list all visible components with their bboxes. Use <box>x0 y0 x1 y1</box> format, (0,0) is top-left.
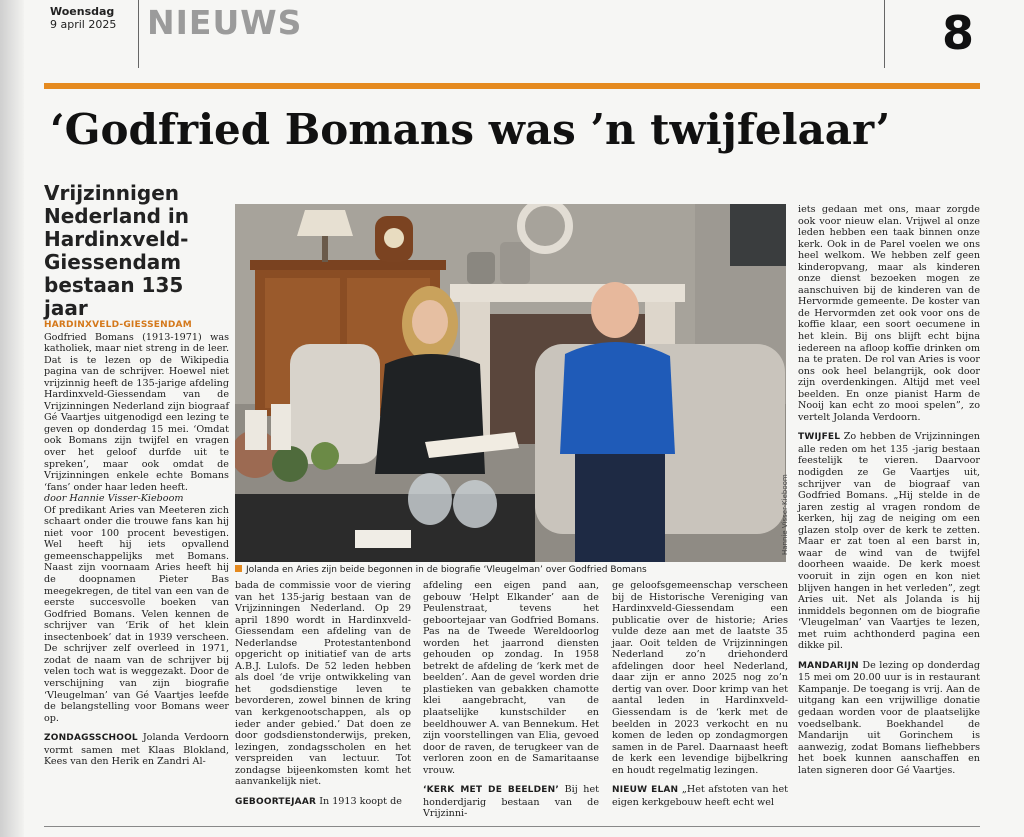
article-headline: ‘Godfried Bomans was ’n twijfelaar’ <box>50 105 891 154</box>
subheading-zondagsschool: ZONDAGSSCHOOL <box>44 733 138 744</box>
body-paragraph: GEBOORTEJAAR In 1913 koopt de <box>235 795 402 807</box>
bottom-rule <box>44 826 980 827</box>
header-date <box>50 5 116 31</box>
accent-rule <box>44 83 980 89</box>
body-paragraph: ZONDAGSSCHOOL Jolanda Verdoorn vormt samen met Klaas Blokland, Kees van den Herik en Zandri Al- <box>44 732 229 768</box>
body-paragraph: Of predikant Aries van Meeteren zich schaart onder die trouwe fans kan hij niet voor 100 procent bevestigen. Wel heeft hij iets opvallend gemeenschappelijks met Bomans. Naast zijn voornaam Aries heeft hij de doopnamen Pieter Bas meegekregen, de titel van een van de eerste succesvolle boeken van Godfried Bomans. Velen kennen de schrijver van ‘Erik of het klein insectenboek’ dat in 1939 verscheen. De schrijver zelf overleed in 1971, zodat de naam van de schrijver bij velen toch wat is weggezakt. Door de verschijning van zijn biografie ‘Vleugelman’ van Gé Vaartjes leefde de belangstelling voor Bomans weer op. <box>44 504 229 724</box>
header-day: Woensdag <box>50 5 115 18</box>
page-fold-shadow <box>0 0 24 837</box>
article-photo <box>235 204 786 562</box>
photo-illustration <box>235 204 786 562</box>
body-paragraph: afdeling een eigen pand aan, gebouw ‘Helpt Elkander’ aan de Peulenstraat, tevens het geboortejaar van Godfried Bomans. Pas na de Tweede Wereldoorlog worden het jaarrond diensten gehouden op zondag. In 1958 betrekt de afdeling de ‘kerk met de beelden’. Aan de gevel worden drie plastieken van gebakken chamotte klei aangebracht, van de plaatselijke kunstschilder en beeldhouwer A. van Bennekum. Het zijn voorstellingen van Elia, gevoed door de raven, de terugkeer van de verloren zoon en de Samaritaanse vrouw. <box>423 580 599 776</box>
article-column-3 <box>423 580 599 820</box>
body-paragraph: MANDARIJN De lezing op donderdag 15 mei om 20.00 uur is in restaurant Kampanje. De toegang is vrij. Aan de uitgang kan een vrijwillige donatie gedaan worden voor de plaatselijke voedselbank. Boekhandel de Mandarijn uit Gorinchem is aanwezig, zodat Bomans liefhebbers het boek kunnen aanschaffen en laten signeren door Gé Vaartjes. <box>798 659 980 776</box>
article-column-1 <box>44 319 229 768</box>
header-divider <box>884 0 885 68</box>
photo-credit: Hannie Visser-Kieboom <box>781 474 789 555</box>
subheading-nieuw-elan: NIEUW ELAN <box>612 785 679 796</box>
article-subhead: Vrijzinnigen Nederland in Hardinxveld-Giessendam bestaan 135 jaar <box>44 181 190 320</box>
caption-marker-icon <box>235 565 242 572</box>
body-paragraph: ge geloofsgemeenschap verscheen bij de Historische Vereniging van Hardinxveld-Giessendam een publicatie over de historie; Aries vulde deze aan met de laatste 35 jaar. Ooit telden de Vrijzinningen Nederland zo’n driehonderd afdelingen door heel Nederland, daar zijn er anno 2025 nog zo’n dertig van over. Door krimp van het aantal leden in Hardinxveld-Giessendam is de ‘kerk met de beelden in 2023 verkocht en nu komen de leden op zondagmorgen samen in de Parel. Daarnaast heeft de kerk een levendige bijbelkring en houdt regelmatig lezingen. <box>612 580 788 776</box>
header-date-text: 9 april 2025 <box>50 18 117 31</box>
subheading-geboortejaar: GEBOORTEJAAR <box>235 796 317 807</box>
photo-caption: Jolanda en Aries zijn beide begonnen in de biografie ‘Vleugelman’ over Godfried Bomans <box>235 564 786 576</box>
body-paragraph: iets gedaan met ons, maar zorgde ook voor nieuw elan. Vrijwel al onze leden hebben een taak binnen onze kerk. Ook in de Parel voelen we ons heel welkom. We hebben zelf geen kinderopvang, maar als kinderen onze dienst bezoeken mogen ze aanschuiven bij de kinderen van de Hervormde gemeente. De koster van de Hervormden zet ook voor ons de koffie klaar, een soort oecumene in het klein. Bij ons blijft echt bijna iedereen na afloop koffie drinken om na te praten. De rol van Aries is voor ons ook heel belangrijk, ook door zijn overdenkingen. Altijd met veel beelden. En onze pianist Harm de Nooij kan echt zo mooi spelen”, zo vertelt Jolanda Verdoorn. <box>798 204 980 423</box>
subheading-twijfel: TWIJFEL <box>798 432 841 443</box>
article-column-5 <box>798 204 980 776</box>
article-column-4 <box>612 580 788 808</box>
article-column-2 <box>235 580 411 808</box>
body-paragraph: ‘KERK MET DE BEELDEN’ Bij het honderdjarig bestaan van de Vrijzinni- <box>423 784 599 820</box>
body-paragraph: TWIJFEL Zo hebben de Vrijzinningen alle reden om het 135 -jarig bestaan feestelijk te vieren. Daarvoor nodigden ze Ge Vaartjes uit, schrijver van de biograaf van Godfried Bomans. „Hij stelde in de jaren zestig al vragen rondom de kerken, hij zag de neiging om een glazen stolp over de kerk te zetten. Maar er zat toen al een barst in, waar de wind van de twijfel doorheen waaide. De kerk moest vooruit in zijn ogen en kon niet blijven hangen in het verleden”, zegt Aries uit. Net als Jolanda is hij inmiddels begonnen om de biografie ‘Vleugelman’ van Vaartjes te lezen, met ruim achthonderd pagina een dikke pil. <box>798 431 980 652</box>
header-divider <box>138 0 139 68</box>
section-name: NIEUWS <box>147 3 303 42</box>
body-paragraph: bada de commissie voor de viering van het 135-jarig bestaan van de Vrijzinningen Nederland. Op 29 april 1890 wordt in Hardinxveld-Giessendam een afdeling van de Nederlandse Protestantenbond opgericht op initiatief van de arts A.B.J. Lulofs. De 52 leden hebben als doel ‘de vrije ontwikkeling van het godsdienstige leven te bevorderen, zowel binnen de kring van kerkgenootschappen, als op ieder ander gebied.’ Dat doen ze door godsdienstonderwijs, preken, lezingen, zondagsscholen en het verspreiden van lectuur. Tot zondagse bijeenkomsten komt het aanvankelijk niet. <box>235 580 411 788</box>
lead-text: Godfried Bomans (1913-1971) was katholiek, maar niet streng in de leer. Dat is te lezen op de Wikipedia pagina van de schrijver. Hoewel niet vrijzinnig heeft de 135-jarige afdeling Hardinxveld-Giessendam van de Vrijzinningen Nederland zijn biograaf Gé Vaartjes uitgenodigd een lezing te geven op donderdag 15 mei. ‘Omdat ook Bomans zijn twijfel en vragen over het geloof durfde uit te spreken’, maar ook omdat de Vrijzinningen enkele echte Bomans ‘fans’ onder haar leden heeft. <box>44 331 229 493</box>
subheading-kerk-met-de-beelden: ‘KERK MET DE BEELDEN’ <box>423 785 559 796</box>
lead-paragraph <box>44 319 229 493</box>
body-paragraph: NIEUW ELAN „Het afstoten van het eigen kerkgebouw heeft echt wel <box>612 784 788 808</box>
dateline: HARDINXVELD-GIESSENDAM <box>44 320 192 330</box>
page-number: 8 <box>941 6 974 60</box>
subheading-mandarijn: MANDARIJN <box>798 660 859 671</box>
byline: door Hannie Visser-Kieboom <box>44 493 184 505</box>
